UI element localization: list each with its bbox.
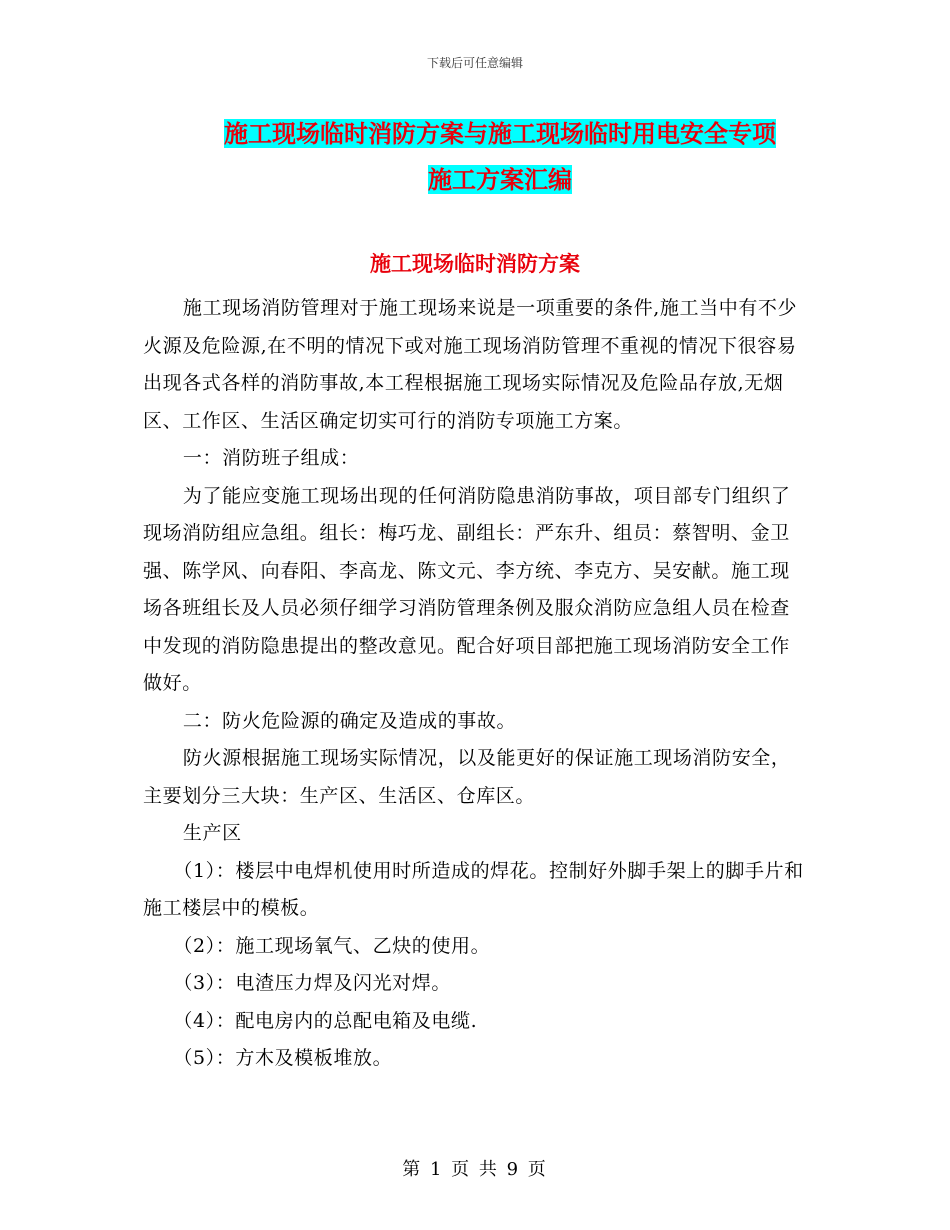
list-item: （2）：施工现场氧气、乙炔的使用。 [173, 934, 491, 957]
heading-hazard-sources: 二：防火危险源的确定及造成的事故。 [182, 709, 517, 732]
page-footer: 第 1 页 共 9 页 [402, 1159, 548, 1180]
page-header-note: 下载后可任意编辑 [426, 56, 523, 70]
hazard-zones-paragraph: 防火源根据施工现场实际情况，以及能更好的保证施工现场消防安全，主要划分三大块：生产区、生活区、仓库区。 [143, 747, 791, 807]
fire-team-paragraph: 为了能应变施工现场出现的任何消防隐患消防事故，项目部专门组织了现场消防组应急组。组长：梅巧龙、副组长：严东升、组员：蔡智明、金卫强、陈学风、向春阳、李高龙、陈文元、李方统、李克方、吴安献。施工现场各班组长及人员必须仔细学习消防管理条例及服众消防应急组人员在检查中发现的消防隐患提出的整改意见。配合好项目部把施工现场消防安全工作做好。 [143, 484, 791, 694]
section-title: 施工现场临时消防方案 [370, 251, 580, 276]
document-title-line-2: 施工方案汇编 [428, 165, 572, 194]
document-body [143, 290, 809, 1078]
list-item: （4）：配电房内的总配电箱及电缆. [173, 1009, 478, 1032]
list-item: （3）：电渣压力焊及闪光对焊。 [173, 972, 451, 994]
intro-paragraph: 施工现场消防管理对于施工现场来说是一项重要的条件,施工当中有不少火源及危险源,在不明的情况下或对施工现场消防管理不重视的情况下很容易出现各式各样的消防事故,本工程根据施工现场实际情况及危险品存放,无烟区、工作区、生活区确定切实可行的消防专项施工方案。 [143, 297, 798, 432]
document-title [120, 111, 880, 203]
heading-fire-team: 一：消防班子组成： [182, 447, 360, 469]
list-item: （5）：方木及模板堆放。 [173, 1047, 393, 1069]
heading-production-zone: 生产区 [182, 822, 242, 844]
document-title-line-1: 施工现场临时消防方案与施工现场临时用电安全专项 [224, 119, 776, 148]
list-item: （1）：楼层中电焊机使用时所造成的焊花。控制好外脚手架上的脚手片和施工楼层中的模板。 [143, 859, 804, 919]
